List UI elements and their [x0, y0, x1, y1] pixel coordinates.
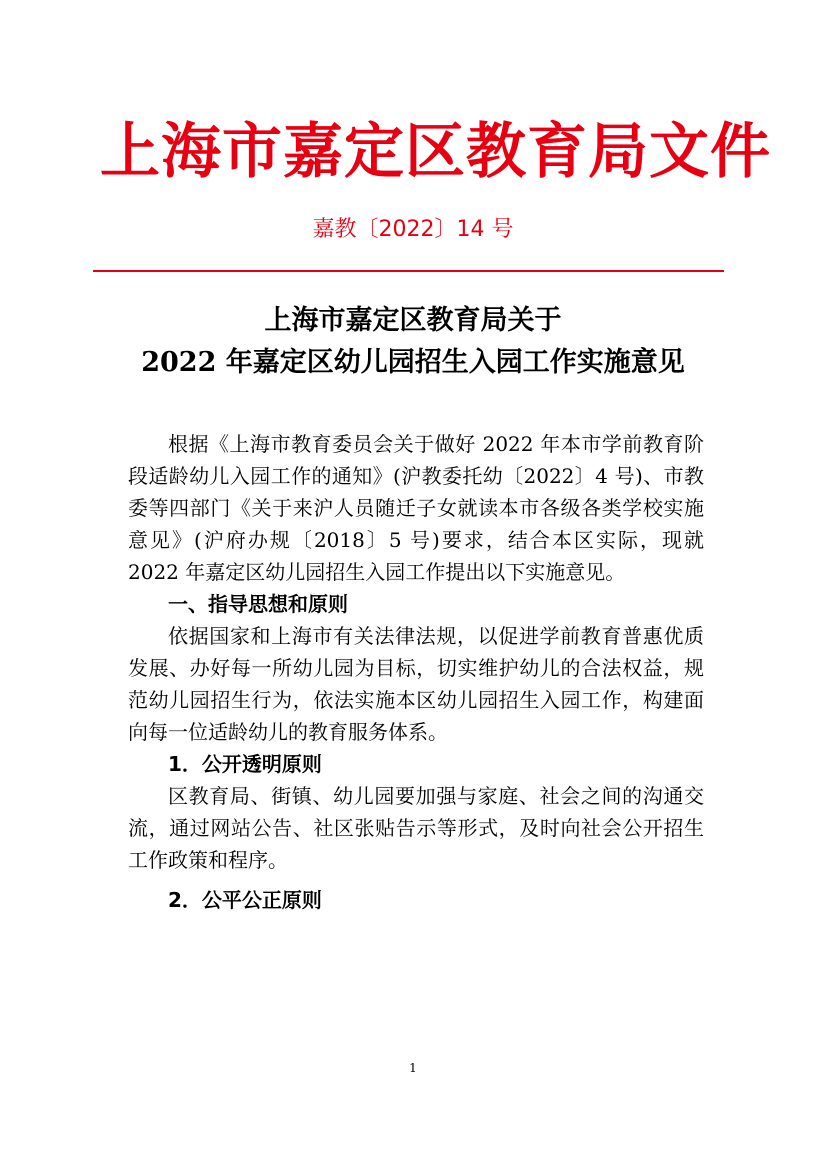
document-body: [128, 428, 704, 916]
document-number: [100, 214, 726, 246]
item-2-heading: 2．公平公正原则: [168, 888, 322, 912]
header-divider: [93, 270, 724, 272]
title-line-1: 上海市嘉定区教育局关于: [264, 305, 562, 336]
title-line-2: 2022 年嘉定区幼儿园招生入园工作实施意见: [141, 347, 685, 378]
page-number: 1: [409, 1061, 417, 1075]
section-1-heading: 一、指导思想和原则: [168, 592, 348, 616]
item-1-paragraph: 区教育局、街镇、幼儿园要加强与家庭、社会之间的沟通交流，通过网站公告、社区张贴告示等形式，及时向社会公开招生工作政策和程序。: [128, 784, 704, 872]
document-title: [100, 300, 726, 384]
issuer-header: [100, 112, 771, 192]
intro-paragraph: 根据《上海市教育委员会关于做好 2022 年本市学前教育阶段适龄幼儿入园工作的通知》(沪教委托幼〔2022〕4 号)、市教委等四部门《关于来沪人员随迁子女就读本市各级各类学校实施意见》(沪府办规〔2018〕5 号)要求，结合本区实际，现就 2022 年嘉定区幼儿园招生入园工作提出以下实施意见。: [128, 432, 704, 584]
issuer-title: 上海市嘉定区教育局文件: [100, 117, 771, 187]
document-number-text: 嘉教〔2022〕14 号: [312, 217, 514, 242]
section-1-paragraph: 依据国家和上海市有关法律法规，以促进学前教育普惠优质发展、办好每一所幼儿园为目标，切实维护幼儿的合法权益，规范幼儿园招生行为，依法实施本区幼儿园招生入园工作，构建面向每一位适龄幼儿的教育服务体系。: [128, 624, 704, 744]
item-1-heading: 1．公开透明原则: [168, 752, 322, 776]
